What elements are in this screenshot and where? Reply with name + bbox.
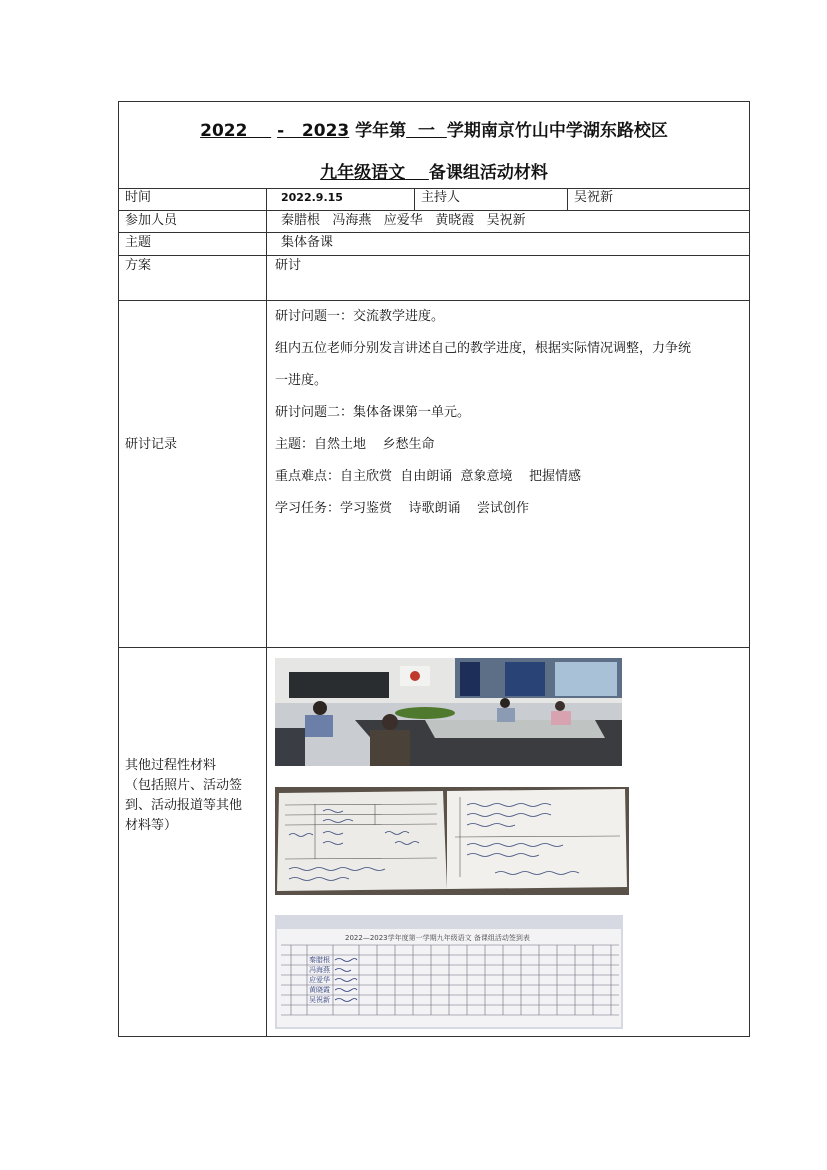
- handwritten-record-photo: [275, 787, 629, 895]
- record-line: 主题：自然土地 乡愁生命: [275, 437, 435, 452]
- title-line-1: [119, 116, 749, 141]
- sign-in-sheet-image: [275, 915, 623, 1029]
- record-line: 一进度。: [275, 373, 328, 388]
- sign-in-sheet-photo: [275, 915, 623, 1029]
- materials-label-line: 材料等）: [125, 818, 178, 833]
- sign-in-name: 秦腊根: [309, 956, 330, 964]
- record-label: 研讨记录: [125, 437, 178, 452]
- topic-value: 集体备课: [266, 233, 749, 255]
- time-label: 时间: [125, 190, 152, 205]
- host-value: 吴祝新: [567, 188, 749, 210]
- activity-form-table: [118, 101, 750, 1037]
- meeting-photo: [275, 658, 622, 766]
- year-start: 2022: [200, 121, 248, 141]
- sign-in-name: 吴祝新: [309, 996, 330, 1004]
- materials-label-line: 到、活动报道等其他: [125, 798, 243, 813]
- year-end: 2023: [301, 121, 350, 141]
- record-line: 重点难点：自主欣赏 自由朗诵 意象意境 把握情感: [275, 469, 582, 484]
- sign-in-name: 应爱华: [309, 976, 330, 984]
- record-line: 研讨问题二：集体备课第一单元。: [275, 405, 471, 420]
- title-block: [119, 102, 749, 189]
- record-line: 学习任务：学习鉴赏 诗歌朗诵 尝试创作: [275, 501, 530, 516]
- grade-subject: 九年级语文: [320, 163, 406, 183]
- time-row: [119, 188, 749, 211]
- participants-value: 秦腊根 冯海燕 应爱华 黄晓霞 吴祝新: [266, 211, 749, 232]
- topic-row: [119, 233, 749, 256]
- time-value: 2022.9.15: [266, 188, 414, 210]
- record-notes: [275, 301, 745, 525]
- participants-label: 参加人员: [125, 213, 178, 228]
- record-line: 组内五位老师分别发言讲述自己的教学进度，根据实际情况调整，力争统: [275, 341, 692, 356]
- host-label: 主持人: [414, 188, 567, 210]
- plan-row: [119, 256, 749, 301]
- materials-label-line: 其他过程性材料: [125, 758, 217, 773]
- plan-label: 方案: [125, 258, 152, 273]
- materials-label-line: （包括照片、活动签: [125, 778, 243, 793]
- school-name: 学期南京竹山中学湖东路校区: [446, 121, 668, 141]
- participants-row: [119, 211, 749, 233]
- sign-in-name: 黄晓霞: [309, 986, 330, 994]
- sign-in-name: 冯海燕: [309, 966, 330, 974]
- record-line: 研讨问题一：交流教学进度。: [275, 309, 445, 324]
- term: 一: [418, 121, 435, 141]
- materials-label: [119, 648, 266, 1036]
- handwritten-record-image: [275, 787, 629, 895]
- meeting-photo-image: [275, 658, 622, 766]
- subtitle-suffix: 备课组活动材料: [428, 163, 548, 183]
- year-dash: -: [277, 121, 285, 141]
- plan-value: 研讨: [266, 256, 749, 300]
- sign-in-sheet-title: 2022—2023学年度第一学期九年级语文 备课组活动签到表: [345, 934, 530, 942]
- year-suffix: 学年第: [355, 121, 407, 141]
- title-line-2: [119, 158, 749, 183]
- topic-label: 主题: [125, 235, 152, 250]
